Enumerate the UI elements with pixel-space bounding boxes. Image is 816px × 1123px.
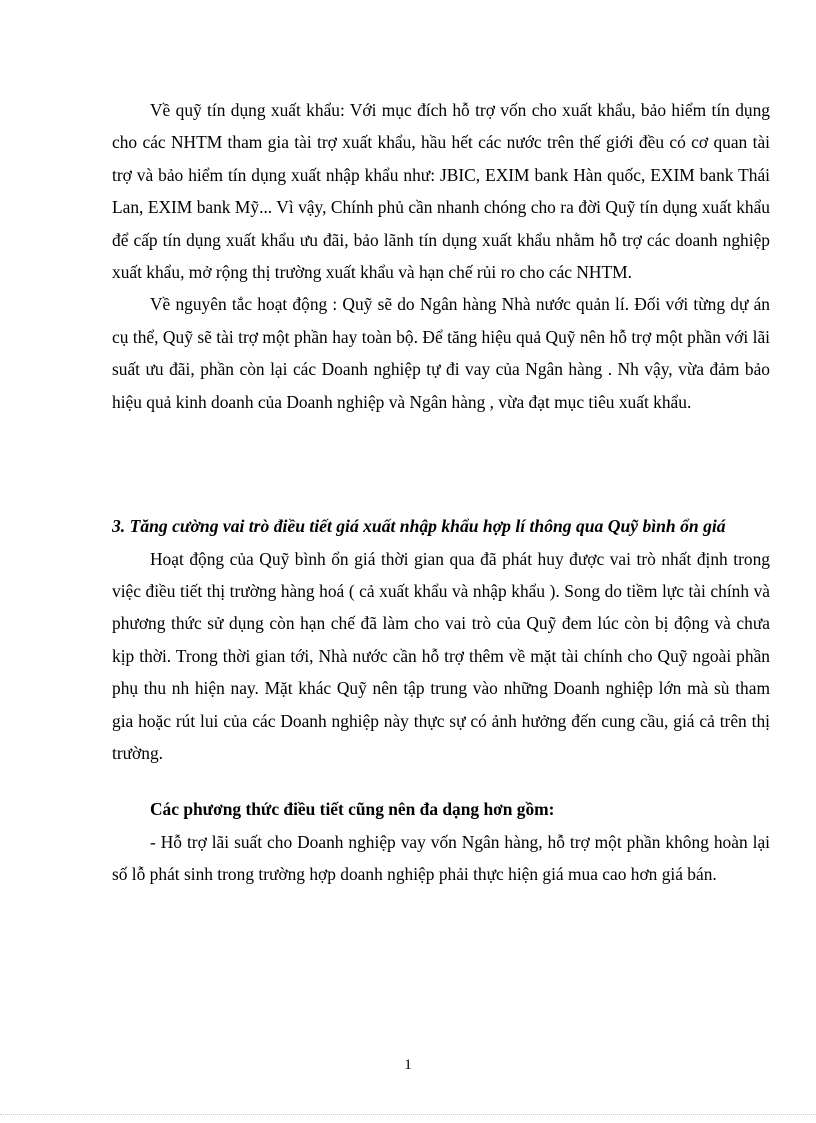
paragraph-price-stabilization-fund: Hoạt động của Quỹ bình ổn giá thời gian qua đã phát huy được vai trò nhất định trong việc điều tiết thị trường hàng hoá ( cả xuất khẩu và nhập khẩu ). Song do tiềm lực tài chính và phương thức sử dụng còn hạn chế đã làm cho vai trò của Quỹ đem lúc còn bị động và chưa kịp thời. Trong thời gian tới, Nhà nước cần hỗ trợ thêm về mặt tài chính cho Quỹ ngoài phần phụ thu nh hiện nay. Mặt khác Quỹ nên tập trung vào những Doanh nghiệp lớn mà sù tham gia hoặc rút lui của các Doanh nghiệp này thực sự có ảnh hưởng đến cung cầu, giá cả trên thị trường. bbox=[112, 548, 770, 764]
section-heading: 3. Tăng cường vai trò điều tiết giá xuất nhập khẩu hợp lí thông qua Quỹ bình ổn giá bbox=[112, 516, 726, 536]
paragraph-export-credit-fund: Về quỹ tín dụng xuất khẩu: Với mục đích hỗ trợ vốn cho xuất khẩu, bảo hiểm tín dụng cho các NHTM tham gia tài trợ xuất khẩu, hầu hết các nước trên thế giới đều có cơ quan tài trợ và bảo hiểm tín dụng xuất nhập khẩu như: JBIC, EXIM bank Hàn quốc, EXIM bank Thái Lan, EXIM bank Mỹ... Vì vậy, Chính phủ cần nhanh chóng cho ra đời Quỹ tín dụng xuất khẩu để cấp tín dụng xuất khẩu ưu đãi, bảo lãnh tín dụng xuất khẩu nhằm hỗ trợ các doanh nghiệp xuất khẩu, mở rộng thị trường xuất khẩu và hạn chế rủi ro cho các NHTM. bbox=[112, 100, 770, 283]
page-number: 1 bbox=[404, 1057, 412, 1073]
paragraph-operating-principles: Về nguyên tắc hoạt động : Quỹ sẽ do Ngân hàng Nhà nước quản lí. Đối với từng dự án cụ thể, Quỹ sẽ tài trợ một phần hay toàn bộ. Để tăng hiệu quả Quỹ nên hỗ trợ một phần với lãi suất ưu đãi, phần còn lại các Doanh nghiệp tự đi vay của Ngân hàng . Nh vậy, vừa đảm bảo hiệu quả kinh doanh của Doanh nghiệp và Ngân hàng , vừa đạt mục tiêu xuất khẩu. bbox=[112, 294, 770, 412]
page-bottom-edge bbox=[0, 1114, 816, 1115]
sub-heading-regulation-methods: Các phương thức điều tiết cũng nên đa dạng hơn gồm: bbox=[150, 799, 555, 820]
section-3 bbox=[112, 510, 770, 891]
body-text-top bbox=[112, 94, 770, 418]
bullet-interest-support: - Hỗ trợ lãi suất cho Doanh nghiệp vay vốn Ngân hàng, hỗ trợ một phần không hoàn lại số lỗ phát sinh trong trường hợp doanh nghiệp phải thực hiện giá mua cao hơn giá bán. bbox=[112, 831, 770, 885]
